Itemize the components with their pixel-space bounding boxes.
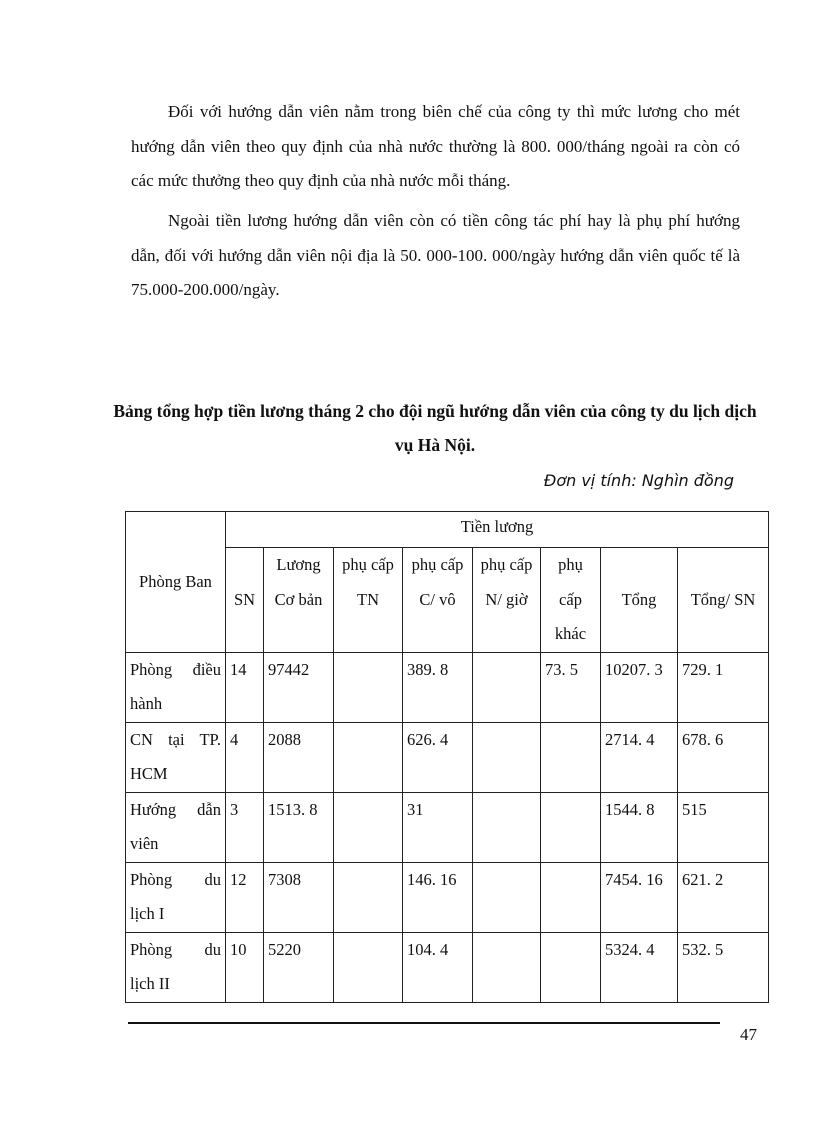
- table-title: Bảng tổng hợp tiền lương tháng 2 cho đội ngũ hướng dẫn viên của công ty du lịch dịch vụ Hà Nội.: [113, 401, 757, 455]
- table-cell: 729. 1: [678, 652, 769, 722]
- header-col: phụ cấp N/ giờ: [473, 548, 541, 653]
- table-row: [126, 932, 769, 1002]
- table-cell: [473, 652, 541, 722]
- table-cell: [334, 862, 403, 932]
- table-cell: 104. 4: [403, 932, 473, 1002]
- table-cell: [473, 792, 541, 862]
- table-cell: 4: [226, 722, 264, 792]
- table-row: [126, 792, 769, 862]
- table-row: [126, 862, 769, 932]
- table-cell: 97442: [264, 652, 334, 722]
- table-cell: 31: [403, 792, 473, 862]
- salary-table: [125, 511, 769, 1003]
- table-cell: 7308: [264, 862, 334, 932]
- table-cell: 515: [678, 792, 769, 862]
- unit-label: Đơn vị tính: Nghìn đồng: [543, 471, 734, 490]
- table-cell: 2714. 4: [601, 722, 678, 792]
- table-cell: [334, 722, 403, 792]
- table-cell: Phòng du lịch II: [126, 932, 226, 1002]
- table-cell: 626. 4: [403, 722, 473, 792]
- header-col: Tổng/ SN: [678, 548, 769, 653]
- table-cell: CN tại TP. HCM: [126, 722, 226, 792]
- header-salary-group: Tiền lương: [226, 512, 769, 548]
- table-cell: 621. 2: [678, 862, 769, 932]
- table-cell: Hướng dẫn viên: [126, 792, 226, 862]
- table-cell: [541, 932, 601, 1002]
- table-cell: 12: [226, 862, 264, 932]
- table-cell: 10207. 3: [601, 652, 678, 722]
- table-cell: 14: [226, 652, 264, 722]
- table-cell: 3: [226, 792, 264, 862]
- page-number: 47: [740, 1025, 757, 1044]
- table-row: [126, 722, 769, 792]
- table-cell: [473, 932, 541, 1002]
- table-row: [126, 652, 769, 722]
- table-cell: 678. 6: [678, 722, 769, 792]
- footer-rule: [128, 1022, 720, 1024]
- table-cell: [473, 722, 541, 792]
- table-cell: Phòng điều hành: [126, 652, 226, 722]
- body-paragraph-1: Đối với hướng dẫn viên nằm trong biên chế của công ty thì mức lương cho mét hướng dẫn viên theo quy định của nhà nước thường là 800. 000/tháng ngoài ra còn có các mức thưởng theo quy định của nhà nước mỗi tháng.: [131, 102, 740, 190]
- table-cell: Phòng du lịch I: [126, 862, 226, 932]
- table-cell: [541, 862, 601, 932]
- table-cell: [334, 792, 403, 862]
- table-cell: 146. 16: [403, 862, 473, 932]
- table-cell: [334, 652, 403, 722]
- table-cell: 10: [226, 932, 264, 1002]
- table-cell: 5324. 4: [601, 932, 678, 1002]
- table-cell: 389. 8: [403, 652, 473, 722]
- table-cell: 73. 5: [541, 652, 601, 722]
- header-col: Lương Cơ bản: [264, 548, 334, 653]
- table-cell: 7454. 16: [601, 862, 678, 932]
- table-cell: 1544. 8: [601, 792, 678, 862]
- header-col: SN: [226, 548, 264, 653]
- header-col: Tổng: [601, 548, 678, 653]
- header-dept: Phòng Ban: [126, 512, 226, 653]
- header-col: phụ cấp C/ vô: [403, 548, 473, 653]
- table-cell: [473, 862, 541, 932]
- table-cell: 2088: [264, 722, 334, 792]
- table-cell: 532. 5: [678, 932, 769, 1002]
- header-col: phụ cấp TN: [334, 548, 403, 653]
- table-cell: [541, 792, 601, 862]
- header-col: phụ cấp khác: [541, 548, 601, 653]
- body-paragraph-2: Ngoài tiền lương hướng dẫn viên còn có tiền công tác phí hay là phụ phí hướng dẫn, đối với hướng dẫn viên nội địa là 50. 000-100. 000/ngày hướng dẫn viên quốc tế là 75.000-200.000/ngày.: [131, 211, 740, 299]
- table-cell: [541, 722, 601, 792]
- table-cell: 5220: [264, 932, 334, 1002]
- table-cell: [334, 932, 403, 1002]
- table-cell: 1513. 8: [264, 792, 334, 862]
